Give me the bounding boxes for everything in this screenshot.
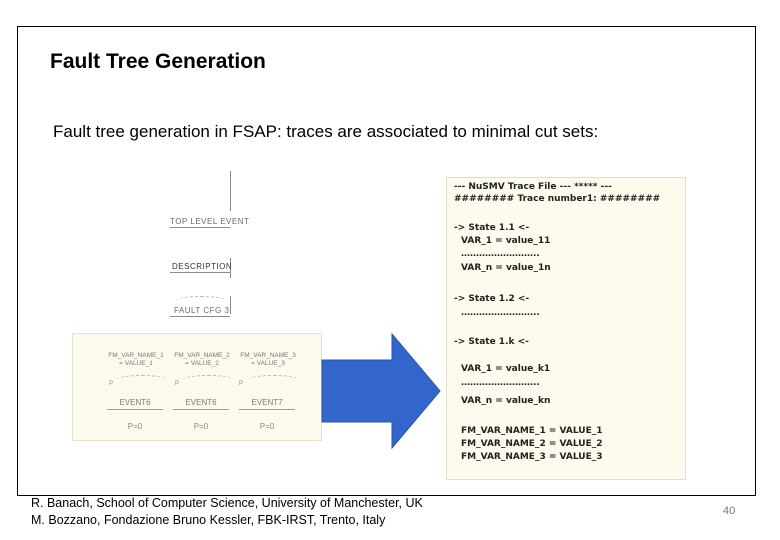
trace-fm-assignment: FM_VAR_NAME_2 = VALUE_2 — [461, 439, 603, 449]
trace-state-heading: -> State 1.k <- — [454, 337, 529, 347]
footer-author-1: R. Banach, School of Computer Science, University of Manchester, UK — [31, 496, 423, 510]
ft-event-label: EVENT7 — [251, 398, 283, 407]
ft-condition-2 — [173, 352, 231, 368]
ft-divider — [173, 409, 229, 410]
trace-fm-assignment: FM_VAR_NAME_1 = VALUE_1 — [461, 426, 603, 436]
ft-condition-value: = VALUE_3 — [251, 360, 285, 367]
ft-condition-name: FM_VAR_NAME_3 — [240, 352, 296, 359]
ft-top-event-label: TOP LEVEL EVENT — [170, 217, 250, 226]
trace-variable: VAR_n = value_kn — [461, 396, 551, 406]
footer-author-2: M. Bozzano, Fondazione Bruno Kessler, FBK-IRST, Trento, Italy — [31, 513, 386, 527]
slide-title: Fault Tree Generation — [50, 50, 266, 73]
ft-description-label: DESCRIPTION — [172, 262, 233, 271]
ft-event-probability: P=0 — [193, 422, 209, 431]
ft-event-probability: P=0 — [259, 422, 275, 431]
ft-divider — [107, 409, 163, 410]
ft-event-arc — [183, 375, 233, 384]
ft-event-label: EVENT6 — [119, 398, 151, 407]
ft-condition-3 — [239, 352, 297, 368]
trace-variable: VAR_n = value_1n — [461, 263, 551, 273]
ft-condition-value: = VALUE_2 — [185, 360, 219, 367]
trace-fm-assignment: FM_VAR_NAME_3 = VALUE_3 — [461, 452, 603, 462]
ft-event-arc — [117, 375, 167, 384]
slide-subtitle: Fault tree generation in FSAP: traces are associated to minimal cut sets: — [53, 122, 599, 141]
ft-divider — [170, 316, 230, 317]
ft-probability-marker: P — [175, 381, 180, 387]
slide-footer — [31, 495, 423, 529]
trace-variable: VAR_1 = value_k1 — [461, 364, 551, 374]
trace-header-line: ######## Trace number1: ######## — [454, 194, 661, 204]
ft-probability-marker: P — [239, 381, 244, 387]
trace-file-panel — [446, 177, 686, 480]
right-arrow-icon — [320, 332, 442, 450]
ft-event-arc — [249, 375, 299, 384]
trace-header-line: --- NuSMV Trace File --- ***** --- — [454, 182, 612, 192]
ft-gate-label: FAULT CFG 3 — [174, 306, 230, 315]
trace-ellipsis: …………………….. — [461, 249, 540, 259]
page-number: 40 — [723, 505, 736, 517]
trace-state-heading: -> State 1.2 <- — [454, 294, 530, 304]
trace-ellipsis: …………………….. — [461, 378, 540, 388]
ft-condition-value: = VALUE_1 — [119, 360, 153, 367]
ft-condition-name: FM_VAR_NAME_2 — [174, 352, 230, 359]
ft-divider — [170, 227, 230, 228]
ft-divider — [170, 272, 230, 273]
ft-event-label: EVENT6 — [185, 398, 217, 407]
trace-ellipsis: …………………….. — [461, 308, 540, 318]
ft-condition-1 — [107, 352, 165, 368]
trace-state-heading: -> State 1.1 <- — [454, 223, 530, 233]
ft-divider — [239, 409, 295, 410]
ft-connector — [230, 296, 231, 314]
ft-condition-name: FM_VAR_NAME_1 — [108, 352, 164, 359]
ft-basic-events-panel — [72, 333, 322, 441]
ft-probability-marker: P — [109, 381, 114, 387]
ft-event-probability: P=0 — [127, 422, 143, 431]
ft-gate-arc — [176, 296, 226, 305]
ft-connector — [230, 171, 231, 211]
trace-variable: VAR_1 = value_11 — [461, 236, 551, 246]
